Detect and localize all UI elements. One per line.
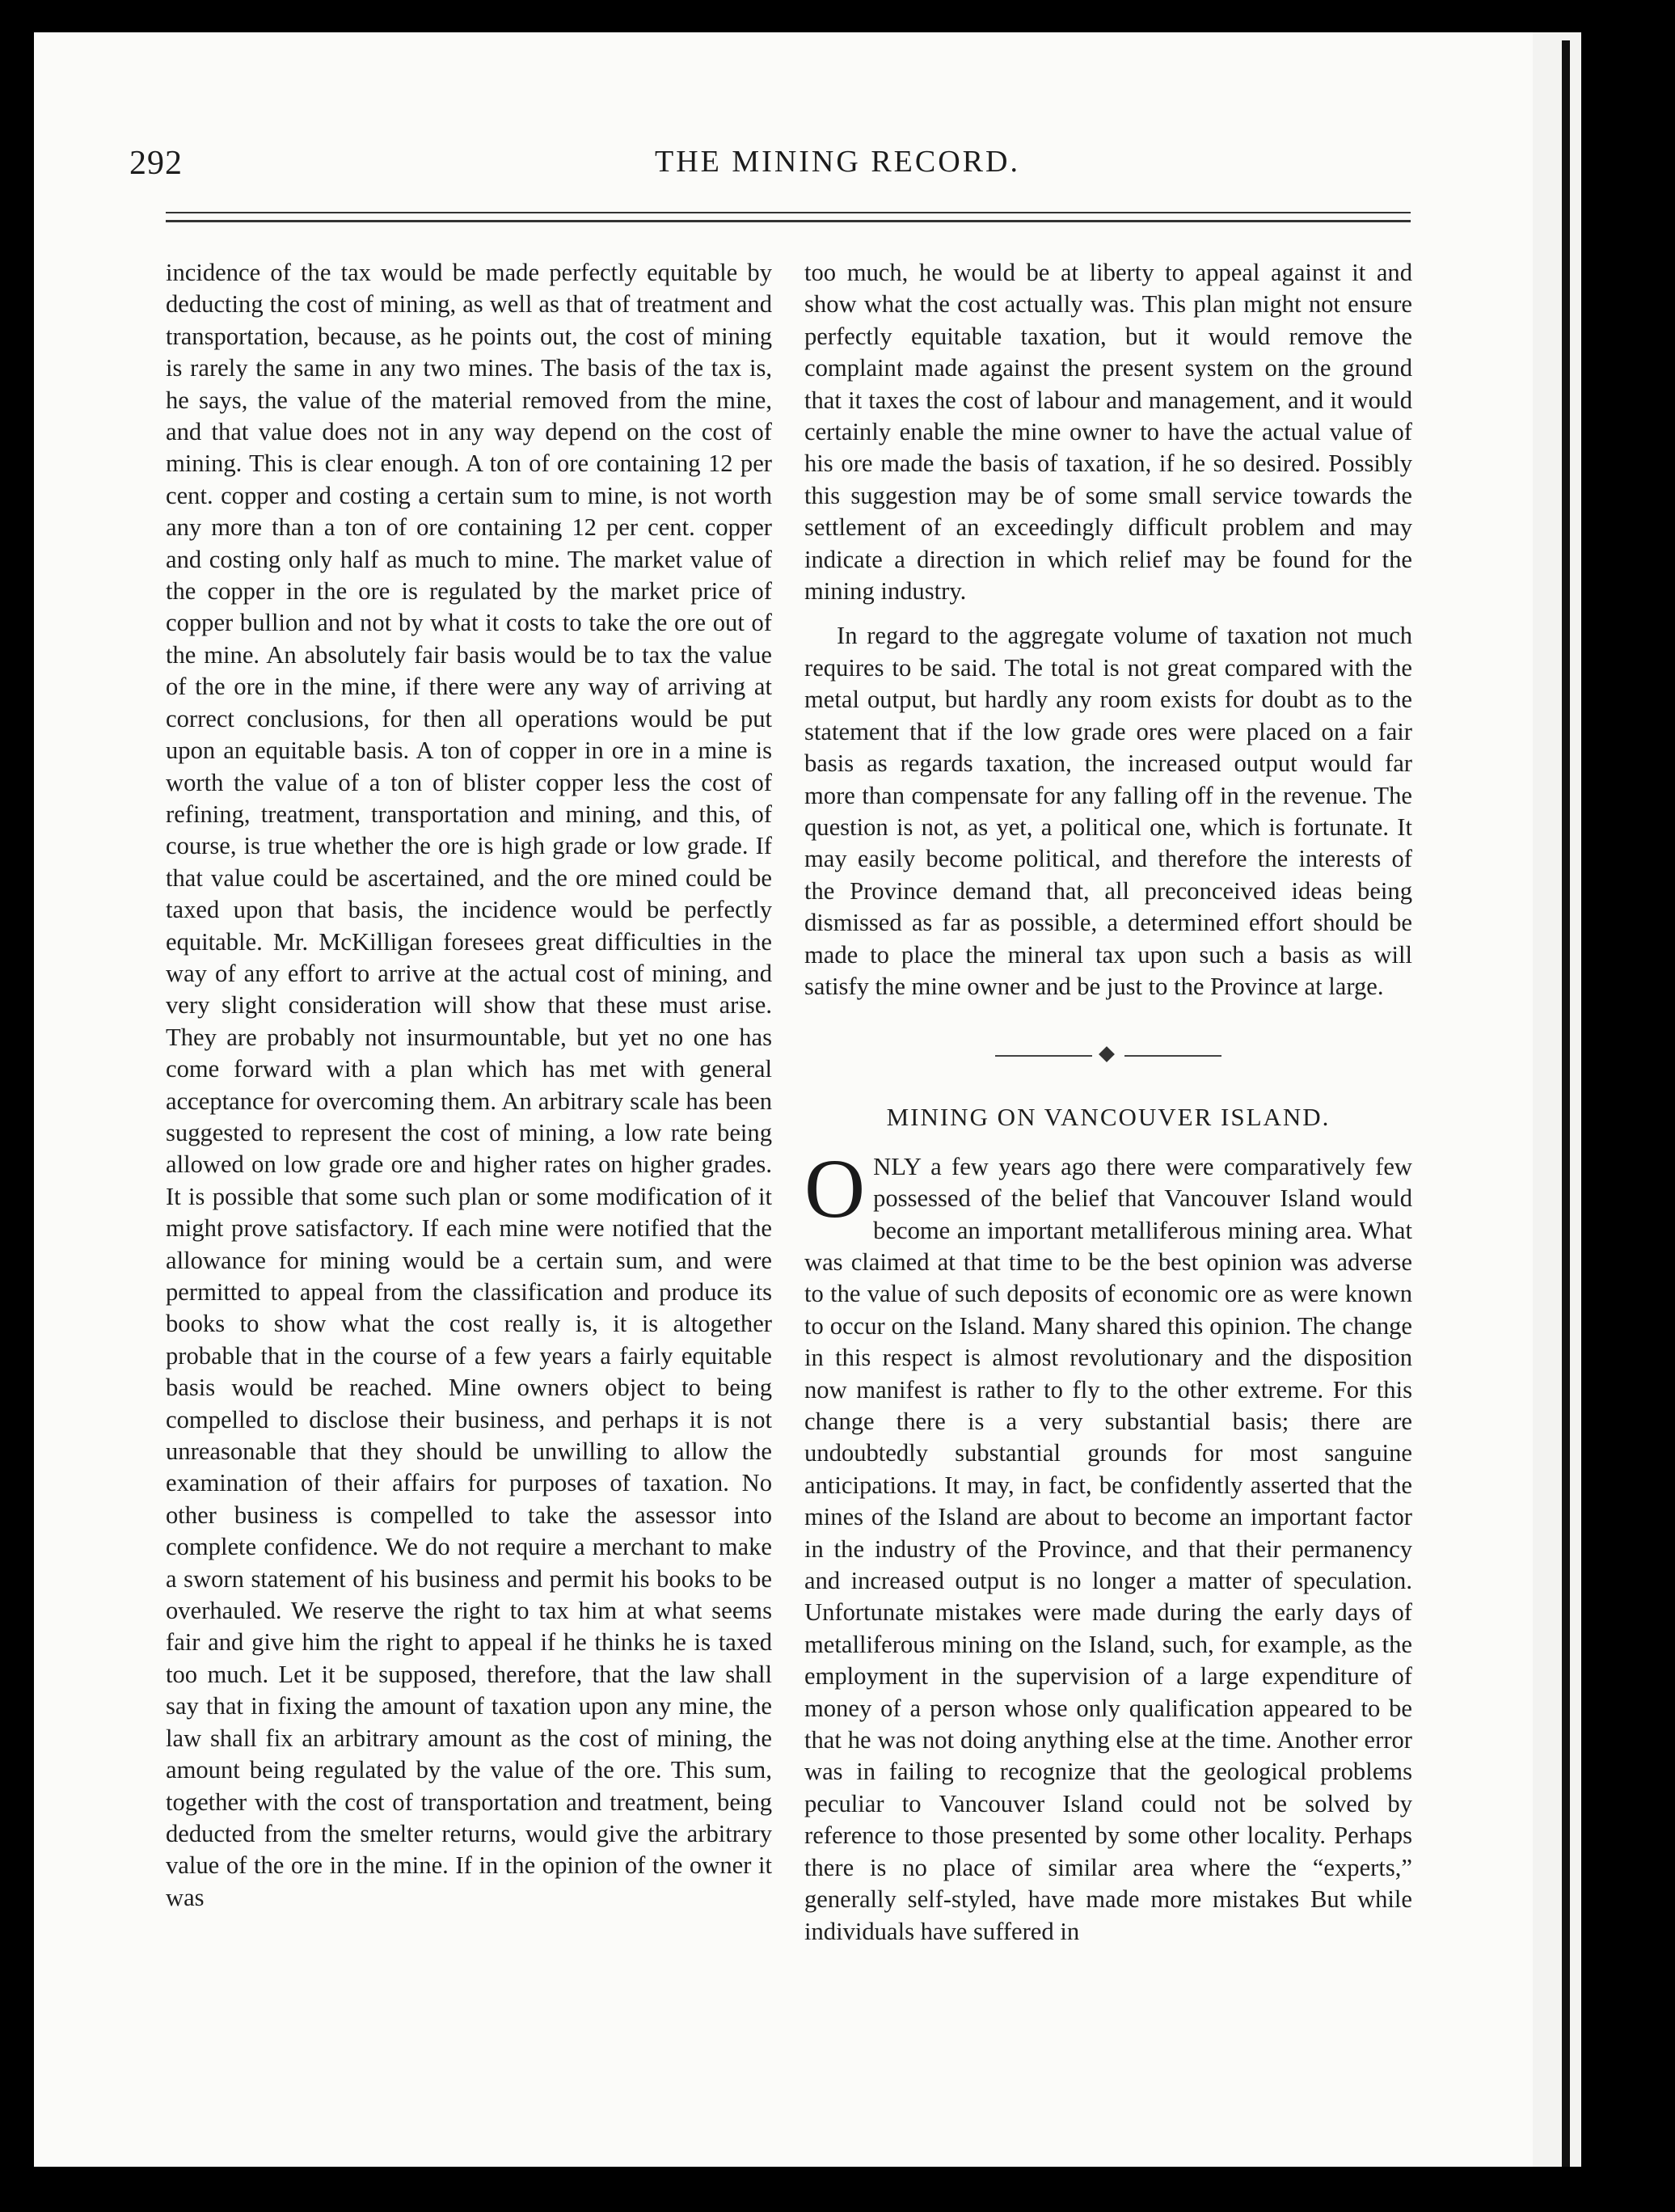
drop-cap: O (804, 1142, 866, 1235)
left-column-paragraph: incidence of the tax would be made perfectly equitable by deducting the cost of mining, as well as that of treatment and transportation, because, as he points out, the cost of mining is rarely the same in any two mines. The basis of the tax is, he says, the value of the material removed from the mine, and that value does not in any way depend on the cost of mining. This is clear enough. A ton of ore containing 12 per cent. copper and costing a certain sum to mine, is not worth any more than a ton of ore containing 12 per cent. copper and costing only half as much to mine. The market value of the copper in the ore is regulated by the market price of copper bullion and not by what it costs to take the ore out of the mine. An absolutely fair basis would be to tax the value of the ore in the mine, if there were any way of arriving at correct conclusions, for then all operations would be put upon an equitable basis. A ton of copper in ore in a mine is worth the value of a ton of blister copper less the cost of refining, treatment, transportation and mining, and this, of course, is true whether the ore is high grade or low grade. If that value could be ascertained, and the ore mined could be taxed upon that basis, the incidence would be perfectly equitable. Mr. McKilligan foresees great difficulties in the way of any effort to arrive at the actual cost of mining, and very slight consideration will show that these must arise. They are probably not insurmountable, but yet no one has come forward with a plan which has met with general acceptance for overcoming them. An arbitrary scale has been suggested to represent the cost of mining, a low rate being allowed on low grade ore and higher rates on higher grades. It is possible that some such plan or some modification of it might prove satisfactory. If each mine were notified that the allowance for mining would be a certain sum, and were permitted to appeal from the classification and produce its books to show what the cost really is, it is altogether probable that in the course of a few years a fairly equitable basis would be reached. Mine owners object to being compelled to disclose their business, and perhaps it is not unreasonable that they should be unwilling to allow the examination of their affairs for purposes of taxation. No other business is compelled to take the assessor into complete confidence. We do not require a merchant to make a sworn statement of his business and permit his books to be overhauled. We reserve the right to tax him at what seems fair and give him the right to appeal if he thinks he is taxed too much. Let it be supposed, therefore, that the law shall say that in fixing the amount of taxation upon any mine, the law shall fix an arbitrary amount as the cost of mining, the amount being regulated by the value of the ore. This sum, together with the cost of transportation and treatment, being deducted from the smelter returns, would give the arbitrary value of the ore in the mine. If in the opinion of the owner it was (166, 259, 772, 1911)
right-paragraph-1: too much, he would be at liberty to appeal against it and show what the cost actually was. This plan might not ensure perfectly equitable taxation, but it would remove the complaint made against the present system on the ground that it taxes the cost of labour and management, and it would certainly enable the mine owner to have the actual value of his ore made the basis of taxation, if he so desired. Possibly this suggestion may be of some small service towards the settlement of an exceedingly difficult problem and may indicate a direction in which relief may be found for the mining industry. (804, 259, 1412, 606)
facing-page-edge (1533, 32, 1581, 2167)
right-column (804, 257, 1412, 1948)
right-paragraph-3-text: NLY a few years ago there were comparatively few possessed of the belief that Vancouver Island would become an important metalliferous mining area. What was claimed at that time to be the best opinion was adverse to the value of such deposits of economic ore as were known to occur on the Island. Many shared this opinion. The change in this respect is almost revolutionary and the disposition now manifest is rather to fly to the other extreme. For this change there is a very substantial basis; there are undoubtedly substantial grounds for most sanguine anticipations. It may, in fact, be confidently asserted that the mines of the Island are about to become an important factor in the industry of the Province, and that their permanency and increased output is no longer a matter of speculation. Unfortunate mistakes were made during the early days of metalliferous mining on the Island, such, for example, as the employment in the supervision of a large expenditure of money of a person whose only qualification appeared to be that he was not doing anything else at the time. Another error was in failing to recognize that the geological problems peculiar to Vancouver Island could not be solved by reference to those presented by some other locality. Perhaps there is no place of similar area where the “experts,” generally self-styled, have made more mistakes But while individuals have suffered in (804, 1152, 1412, 1945)
section-heading: MINING ON VANCOUVER ISLAND. (886, 1103, 1331, 1132)
binding-edge-rule (1562, 40, 1570, 2167)
section-divider-ornament (987, 1045, 1230, 1067)
divider-line-left (995, 1055, 1092, 1057)
right-paragraph-2: In regard to the aggregate volume of taxation not much requires to be said. The total is not great compared with the metal output, but hardly any room exists for doubt as to the statement that if the low grade ores were placed on a fair basis as regards taxation, the increased output would far more than compensate for any falling off in the revenue. The question is not, as yet, a political one, which is fortunate. It may easily become political, and therefore the interests of the Province demand that, all preconceived ideas being dismissed as far as possible, a determined effort should be made to place the mineral tax upon such a basis as will satisfy the mine owner and be just to the Province at large. (804, 622, 1412, 1000)
running-head: THE MINING RECORD. (655, 145, 1020, 179)
divider-line-right (1124, 1055, 1221, 1057)
right-paragraph-3 (804, 1142, 1412, 1948)
left-column (166, 257, 772, 1914)
page-number: 292 (129, 145, 183, 182)
diamond-ornament-icon (1099, 1046, 1115, 1062)
header-rule (166, 212, 1411, 213)
header-rule-double (166, 220, 1411, 222)
